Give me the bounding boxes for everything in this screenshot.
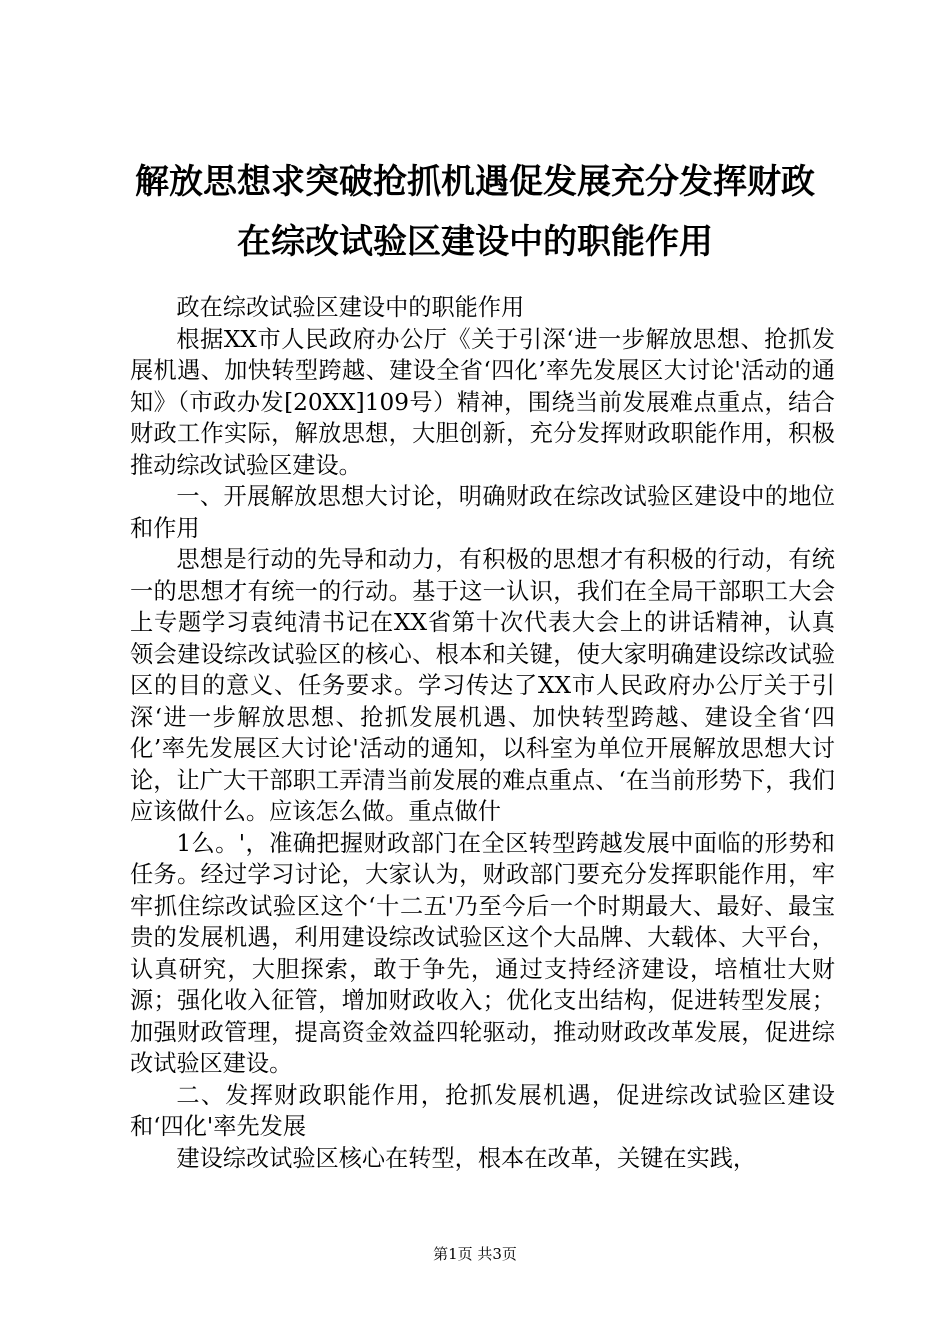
paragraph-body: 1么。'，准确把握财政部门在全区转型跨越发展中面临的形势和任务。经过学习讨论，大家认为，财政部门要充分发挥职能作用，牢牢抓住综改试验区这个‘十二五'乃至今后一个时期最大、最好、最宝贵的发展机遇，利用建设综改试验区这个大品牌、大载体、大平台，认真研究，大胆探索，敢于争先，通过支持经济建设，培植壮大财源；强化收入征管，增加财政收入；优化支出结构，促进转型发展；加强财政管理，提高资金效益四轮驱动，推动财政改革发展，促进综改试验区建设。 [130, 829, 835, 1077]
section-heading-2: 二、发挥财政职能作用，抢抓发展机遇，促进综改试验区建设和‘四化'率先发展 [130, 1081, 835, 1140]
document-title-line-2: 在综改试验区建设中的职能作用 [237, 222, 713, 262]
section-heading-1: 一、开展解放思想大讨论，明确财政在综改试验区建设中的地位和作用 [130, 483, 835, 542]
paragraph-body: 建设综改试验区核心在转型，根本在改革，关键在实践， [176, 1144, 757, 1172]
paragraph-subtitle: 政在综改试验区建设中的职能作用 [176, 294, 525, 321]
paragraph-intro: 根据XX市人民政府办公厅《关于引深‘进一步解放思想、抢抓发展机遇、加快转型跨越、建设全省‘四化’率先发展区大讨论'活动的通知》（市政办发[20XX]109号）精神，围绕当前发展难点重点，结合财政工作实际，解放思想，大胆创新，充分发挥财政职能作用，积极推动综改试验区建设。 [130, 325, 835, 479]
document-body [130, 292, 835, 1174]
page-footer: 第1页 共3页 [433, 1245, 517, 1263]
paragraph-body: 思想是行动的先导和动力，有积极的思想才有积极的行动，有统一的思想才有统一的行动。基于这一认识，我们在全局干部职工大会上专题学习袁纯清书记在XX省第十次代表大会上的讲话精神，认真领会建设综改试验区的核心、根本和关键，使大家明确建设综改试验区的目的意义、任务要求。学习传达了XX市人民政府办公厅关于引深‘进一步解放思想、抢抓发展机遇、加快转型跨越、建设全省‘四化’率先发展区大讨论'活动的通知，以科室为单位开展解放思想大讨论，让广大干部职工弄清当前发展的难点重点、‘在当前形势下，我们应该做什么。应该怎么做。重点做什 [130, 546, 835, 825]
document-title-line-1: 解放思想求突破抢抓机遇促发展充分发挥财政 [135, 162, 815, 202]
